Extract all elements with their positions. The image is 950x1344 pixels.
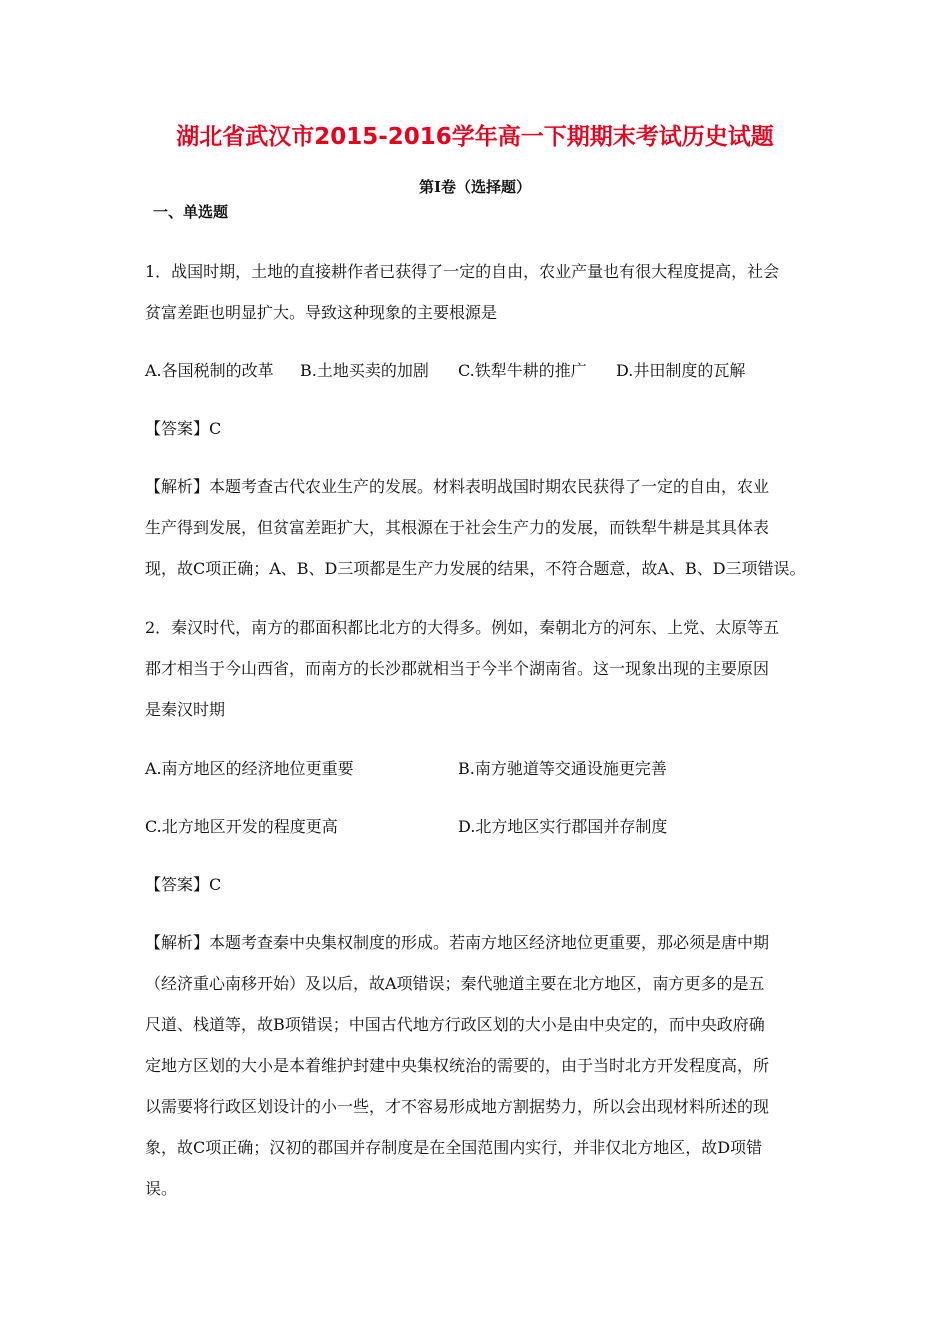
question-2-stem-line: 是秦汉时期 bbox=[145, 700, 226, 719]
question-2-analysis-line: （经济重心南移开始）及以后，故A项错误；秦代驰道主要在北方地区，南方更多的是五 bbox=[145, 974, 765, 993]
question-1-stem-line: 1．战国时期，土地的直接耕作者已获得了一定的自由，农业产量也有很大程度提高，社会 bbox=[145, 262, 780, 281]
question-1-option-b: B.土地买卖的加剧 bbox=[300, 361, 429, 380]
question-1-analysis-line: 【解析】本题考查古代农业生产的发展。材料表明战国时期农民获得了一定的自由，农业 bbox=[145, 477, 770, 496]
question-2-stem-line: 郡才相当于今山西省，而南方的长沙郡就相当于今半个湖南省。这一现象出现的主要原因 bbox=[145, 659, 770, 678]
question-2-analysis-line: 尺道、栈道等，故B项错误；中国古代地方行政区划的大小是由中央定的，而中央政府确 bbox=[145, 1015, 765, 1034]
question-1-option-c: C.铁犁牛耕的推广 bbox=[458, 361, 587, 380]
question-2-analysis-line: 以需要将行政区划设计的小一些，才不容易形成地方割据势力，所以会出现材料所述的现 bbox=[145, 1097, 770, 1116]
question-2-analysis-line: 误。 bbox=[145, 1179, 178, 1198]
question-1-analysis-line: 现，故C项正确；A、B、D三项都是生产力发展的结果，不符合题意，故A、B、D三项错误。 bbox=[145, 559, 806, 578]
question-1-stem-line: 贫富差距也明显扩大。导致这种现象的主要根源是 bbox=[145, 303, 498, 322]
question-1-option-a: A.各国税制的改革 bbox=[145, 361, 274, 380]
question-2-stem-line: 2．秦汉时代，南方的郡面积都比北方的大得多。例如，秦朝北方的河东、上党、太原等五 bbox=[145, 618, 780, 637]
question-1-answer: 【答案】C bbox=[145, 419, 222, 438]
question-1-option-d: D.井田制度的瓦解 bbox=[616, 361, 746, 380]
question-2-option-b: B.南方驰道等交通设施更完善 bbox=[458, 759, 667, 778]
question-1-analysis-line: 生产得到发展，但贫富差距扩大，其根源在于社会生产力的发展，而铁犁牛耕是其具体表 bbox=[145, 518, 770, 537]
question-2-analysis-line: 【解析】本题考查秦中央集权制度的形成。若南方地区经济地位更重要，那必须是唐中期 bbox=[145, 933, 770, 952]
page-title: 湖北省武汉市2015-2016学年高一下期期末考试历史试题 bbox=[176, 124, 774, 150]
section-heading: 一、单选题 bbox=[153, 203, 229, 221]
question-2-option-c: C.北方地区开发的程度更高 bbox=[145, 817, 338, 836]
question-2-answer: 【答案】C bbox=[145, 875, 222, 894]
question-2-analysis-line: 象，故C项正确；汉初的郡国并存制度是在全国范围内实行，并非仅北方地区，故D项错 bbox=[145, 1138, 763, 1157]
question-2-option-a: A.南方地区的经济地位更重要 bbox=[145, 759, 354, 778]
part-heading: 第Ⅰ卷（选择题） bbox=[418, 178, 532, 196]
question-2-analysis-line: 定地方区划的大小是本着维护封建中央集权统治的需要的，由于当时北方开发程度高，所 bbox=[145, 1056, 770, 1075]
question-2-option-d: D.北方地区实行郡国并存制度 bbox=[458, 817, 668, 836]
